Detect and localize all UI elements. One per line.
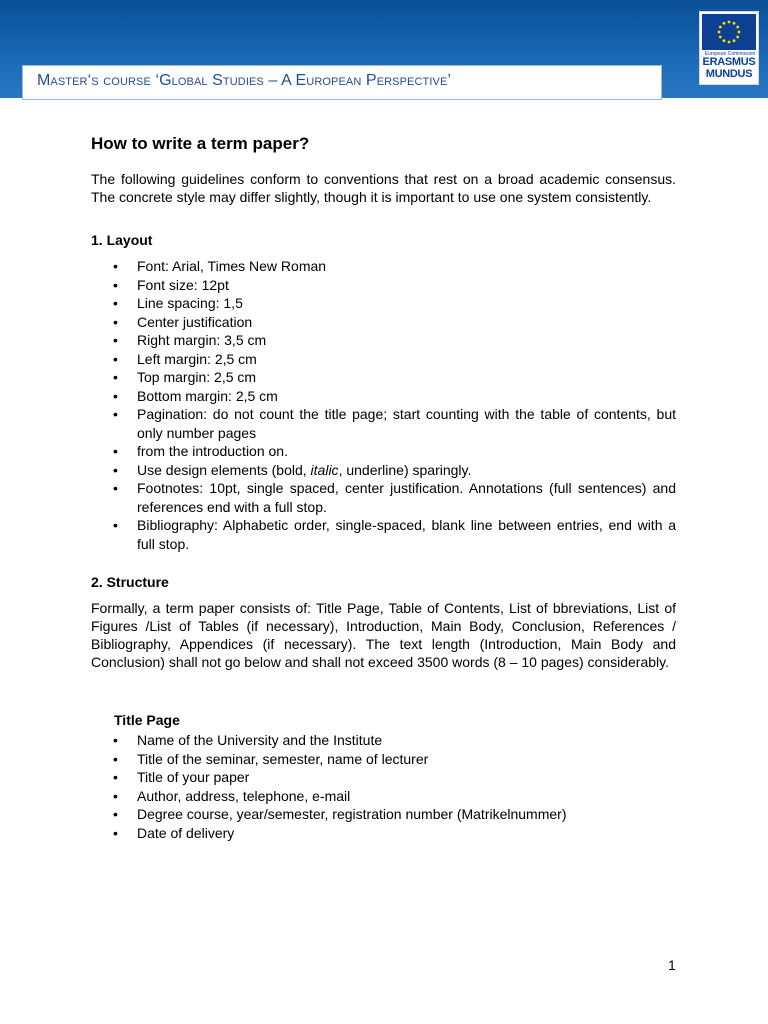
course-title-text: Master‘s course ‘Global Studies – A European Perspective’ <box>37 72 452 89</box>
structure-paragraph: Formally, a term paper consists of: Title Page, Table of Contents, List of bbreviations, List of Figures /List of Tables (if necessary), Introduction, Main Body, Conclusion, References / Bibliography, Appendices (if necessary). The text length (Introduction, Main Body and Conclusion) shall not go below and shall not exceed 3500 words (8 – 10 pages) considerably. <box>91 600 676 670</box>
structure-heading: 2. Structure <box>91 574 169 590</box>
list-item: • Date of delivery <box>113 824 235 841</box>
page-title: How to write a term paper? <box>91 134 310 153</box>
title-page-heading: Title Page <box>114 712 180 728</box>
list-item: • Top margin: 2,5 cm <box>113 369 257 385</box>
course-title <box>37 72 451 90</box>
intro-paragraph: The following guidelines conform to conventions that rest on a broad academic consensus. The concrete style may differ slightly, though it is important to use one system consistently. <box>91 171 676 205</box>
list-item: • from the introduction on. <box>113 443 288 459</box>
list-item: • Footnotes: 10pt, single spaced, center justification. Annotations (full sentences) and references end with a full stop. <box>113 480 676 515</box>
logo-org: European Commission <box>704 51 756 57</box>
logo-wordmark <box>700 56 758 80</box>
list-item: • Font: Arial, Times New Roman <box>113 258 327 274</box>
list-item: • Center justification <box>113 313 253 330</box>
list-item: • Pagination: do not count the title page; start counting with the table of contents, but only number pages <box>113 406 676 441</box>
list-item: • Left margin: 2,5 cm <box>113 350 257 367</box>
list-item: • Use design elements (bold, italic, underline) sparingly. <box>113 461 472 478</box>
layout-list <box>91 257 676 553</box>
page-number: 1 <box>668 957 676 973</box>
title-page-list <box>91 731 676 842</box>
course-title-box <box>22 65 662 100</box>
list-item: • Line spacing: 1,5 <box>113 295 243 311</box>
list-item: • Bibliography: Alphabetic order, single-spaced, blank line between entries, end with a full stop. <box>113 517 676 552</box>
list-item: • Font size: 12pt <box>113 276 229 293</box>
list-item: • Bottom margin: 2,5 cm <box>113 387 278 404</box>
layout-heading: 1. Layout <box>91 232 153 248</box>
logo-line1: ERASMUS <box>702 56 756 68</box>
list-item: • Title of your paper <box>113 769 250 785</box>
list-item: • Right margin: 3,5 cm <box>113 332 267 348</box>
eu-flag-icon <box>702 14 756 50</box>
list-item: • Degree course, year/semester, registration number (Matrikelnummer) <box>113 806 567 822</box>
logo-line2: MUNDUS <box>705 68 753 80</box>
list-item: • Author, address, telephone, e-mail <box>113 787 351 804</box>
erasmus-mundus-logo <box>699 11 759 85</box>
list-item: • Name of the University and the Institute <box>113 732 383 748</box>
list-item: • Title of the seminar, semester, name of lecturer <box>113 750 429 767</box>
